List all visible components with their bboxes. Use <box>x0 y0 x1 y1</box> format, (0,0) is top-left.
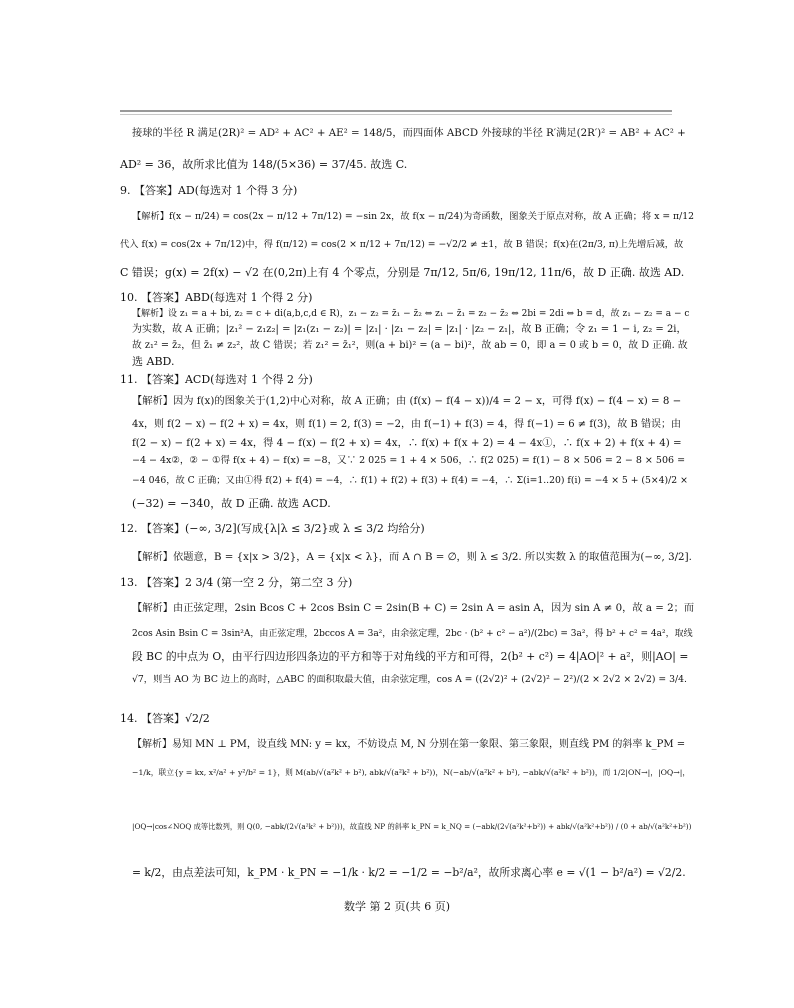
text-line: −4 046，故 C 正确；又由①得 f(2) + f(4) = −4，∴ f(1) + f(2) + f(3) + f(4) = −4，∴ Σ(i=1..20) f(i) = −4 × 5 + (5×4)/2 × <box>132 475 688 486</box>
text-line: −4 − 4x②，② − ①得 f(x + 4) − f(x) = −8，又∵ 2 025 = 1 + 4 × 506，∴ f(2 025) = f(1) − 8 × 506 = 2 − 8 × 506 = <box>132 455 686 466</box>
question-12-analysis: 【解析】依题意，B = {x|x > 3/2}，A = {x|x < λ}，而 A ∩ B = ∅，则 λ ≤ 3/2. 所以实数 λ 的取值范围为(−∞, 3/2]. <box>132 551 692 563</box>
question-10-analysis: 【解析】设 z₁ = a + bi, z₂ = c + di(a,b,c,d ∈ R)，z₁ − z₂ = z̄₁ − z̄₂ ⇔ z₁ − z̄₁ = z₂ − z̄₂ ⇔ 2bi = 2di ⇔ b = d，故 z₁ − z₂ = a − c <box>132 309 690 319</box>
text-line: C 错误；g(x) = 2f(x) − √2 在(0,2π)上有 4 个零点，分别是 7π/12, 5π/6, 19π/12, 11π/6，故 D 正确. 故选 AD. <box>120 266 685 279</box>
page-footer: 数学 第 2 页(共 6 页) <box>343 900 451 913</box>
text-line: AD² = 36，故所求比值为 148/(5×36) = 37/45. 故选 C. <box>120 158 408 171</box>
question-11-analysis: 【解析】因为 f(x)的图象关于(1,2)中心对称，故 A 正确；由 (f(x) − f(4 − x))/4 = 2 − x，可得 f(x) − f(4 − x) = 8 − <box>132 395 682 407</box>
text-line: √7，则当 AO 为 BC 边上的高时，△ABC 的面积取最大值，由余弦定理，cos A = ((2√2)² + (2√2)² − 2²)/(2 × 2√2 × 2√2) = 3/4. <box>132 674 687 685</box>
text-line: 选 ABD. <box>132 355 175 368</box>
header-rule <box>120 110 672 112</box>
text-line: 段 BC 的中点为 O，由平行四边形四条边的平方和等于对角线的平方和可得，2(b² + c²) = 4|AO|² + a²，则|AO| = <box>132 650 689 663</box>
question-11-answer: 11. 【答案】ACD(每选对 1 个得 2 分) <box>120 373 313 386</box>
question-9-analysis: 【解析】f(x − π/24) = cos(2x − π/12 + 7π/12) = −sin 2x，故 f(x − π/24)为奇函数，图象关于原点对称，故 A 正确；将 x = π/12 <box>132 211 695 222</box>
text-line: f(2 − x) − f(2 + x) = 4x，得 4 − f(x) − f(2 + x) = 4x，∴ f(x) + f(x + 2) = 4 − 4x①，∴ f(x + 2) + f(x + 4) = <box>132 437 682 449</box>
question-13-answer: 13. 【答案】2 3/4 (第一空 2 分，第二空 3 分) <box>120 576 353 589</box>
text-line: |OQ→|cos∠NOQ 成等比数列，则 Q(0, −abk/(2√(a²k² + b²)))，故直线 NP 的斜率 k_PN = k_NQ = (−abk/(2√(a²k²+b²)) + abk/√(a²k²+b²)) / (0 + ab/√(a²k²+b²)) <box>132 822 692 831</box>
text-line: 2cos Asin Bsin C = 3sin²A，由正弦定理，2bccos A = 3a²，由余弦定理，2bc · (b² + c² − a²)/(2bc) = 3a²，得 b² + c² = 4a²，取线 <box>132 629 693 639</box>
text-line: 故 z₁² = z̄₂，但 z̄₁ ≠ z₂²，故 C 错误；若 z₁² = z̄₁²，则(a + bi)² = (a − bi)²，故 ab = 0，即 a = 0 或 b = 0，故 D 正确. 故 <box>132 340 688 351</box>
text-line: 4x，则 f(2 − x) − f(2 + x) = 4x，则 f(1) = 2, f(3) = −2，由 f(−1) + f(3) = 4，得 f(−1) = 6 ≠ f(3)，故 B 错误；由 <box>132 419 681 430</box>
question-14-answer: 14. 【答案】√2/2 <box>120 712 210 725</box>
question-10-answer: 10. 【答案】ABD(每选对 1 个得 2 分) <box>120 291 313 304</box>
text-line: = k/2，由点差法可知，k_PM · k_PN = −1/k · k/2 = −1/2 = −b²/a²，故所求离心率 e = √(1 − b²/a²) = √2/2. <box>132 866 686 879</box>
text-line: 为实数，故 A 正确；|z₁² − z₁z₂| = |z₁(z₁ − z₂)| = |z₁| · |z₁ − z₂| = |z₁| · |z₂ − z₁|，故 B 正确；令 z₁ = 1 − i, z₂ = 2i， <box>132 324 687 335</box>
text-line: −1/k，联立{y = kx, x²/a² + y²/b² = 1}，则 M(ab/√(a²k² + b²), abk/√(a²k² + b²))，N(−ab/√(a²k² + b²), −abk/√(a²k² + b²))，而 1/2|ON→|，|OQ→|， <box>132 768 691 777</box>
question-12-answer: 12. 【答案】(−∞, 3/2](写成{λ|λ ≤ 3/2}或 λ ≤ 3/2 均给分) <box>120 522 425 535</box>
question-14-analysis: 【解析】易知 MN ⊥ PM，设直线 MN: y = kx，不妨设点 M, N 分别在第一象限、第三象限，则直线 PM 的斜率 k_PM = <box>132 739 686 750</box>
text-line: 代入 f(x) = cos(2x + 7π/12)中，得 f(π/12) = cos(2 × π/12 + 7π/12) = −√2/2 ≠ ±1，故 B 错误；f(x)在(2π/3, π)上先增后减，故 <box>120 239 684 250</box>
question-9-answer: 9. 【答案】AD(每选对 1 个得 3 分) <box>120 184 298 197</box>
question-13-analysis: 【解析】由正弦定理，2sin Bcos C + 2cos Bsin C = 2sin(B + C) = 2sin A = asin A，因为 sin A ≠ 0，故 a = 2；而 <box>132 602 695 614</box>
text-line: (−32) = −340，故 D 正确. 故选 ACD. <box>132 497 331 510</box>
text-line: 接球的半径 R 满足(2R)² = AD² + AC² + AE² = 148/5，而四面体 ABCD 外接球的半径 R′满足(2R′)² = AB² + AC² + <box>132 127 686 139</box>
header-rule-thin <box>120 114 672 115</box>
